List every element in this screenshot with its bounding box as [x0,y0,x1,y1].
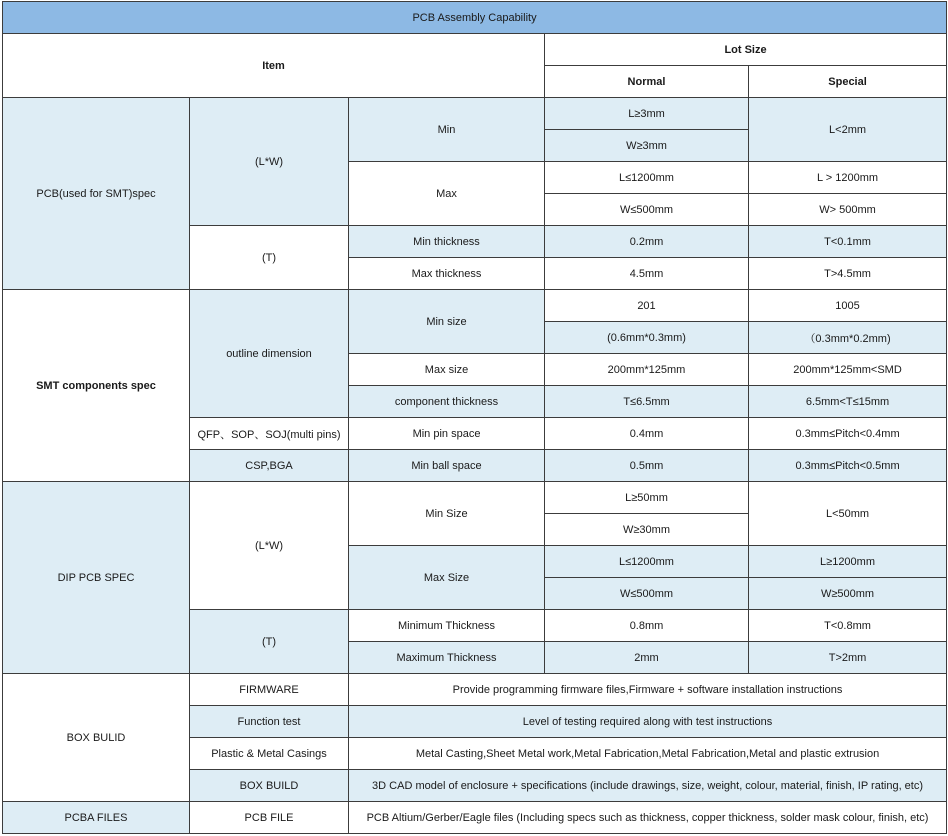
pcb-t-label: (T) [190,226,349,290]
smt-min-size-special-code: 1005 [749,290,947,322]
pcb-min-thickness-special: T<0.1mm [749,226,947,258]
smt-min-size-normal-code: 201 [545,290,749,322]
smt-ball-space-label: Min ball space [349,450,545,482]
pcb-max-w-normal: W≤500mm [545,194,749,226]
smt-component-thickness-normal: T≤6.5mm [545,386,749,418]
smt-outline-label: outline dimension [190,290,349,418]
pcb-min-l-normal: L≥3mm [545,98,749,130]
dip-max-l-normal: L≤1200mm [545,546,749,578]
pcb-file-label: PCB FILE [190,802,349,834]
dip-min-thickness-special: T<0.8mm [749,610,947,642]
smt-component-thickness-special: 6.5mm<T≤15mm [749,386,947,418]
dip-max-thickness-special: T>2mm [749,642,947,674]
dip-max-thickness-label: Maximum Thickness [349,642,545,674]
dip-min-size-label: Min Size [349,482,545,546]
smt-max-size-normal: 200mm*125mm [545,354,749,386]
smt-min-size-label: Min size [349,290,545,354]
pcb-max-label: Max [349,162,545,226]
lot-size-header: Lot Size [545,34,947,66]
casings-label: Plastic & Metal Casings [190,738,349,770]
dip-max-thickness-normal: 2mm [545,642,749,674]
pcb-min-special: L<2mm [749,98,947,162]
function-test-label: Function test [190,706,349,738]
pcb-min-label: Min [349,98,545,162]
casings-description: Metal Casting,Sheet Metal work,Metal Fabrication,Metal Fabrication,Metal and plastic extrusion [349,738,947,770]
pcb-lw-label: (L*W) [190,98,349,226]
smt-pin-space-special: 0.3mm≤Pitch<0.4mm [749,418,947,450]
special-header: Special [749,66,947,98]
smt-ball-space-normal: 0.5mm [545,450,749,482]
smt-max-size-special: 200mm*125mm<SMD [749,354,947,386]
pcb-max-l-normal: L≤1200mm [545,162,749,194]
smt-ball-space-special: 0.3mm≤Pitch<0.5mm [749,450,947,482]
capability-table [2,1,947,834]
pcb-max-thickness-special: T>4.5mm [749,258,947,290]
box-build-section: BOX BULID [3,674,190,802]
pcb-min-thickness-label: Min thickness [349,226,545,258]
smt-max-size-label: Max size [349,354,545,386]
table-title: PCB Assembly Capability [3,2,947,34]
box-build-description: 3D CAD model of enclosure + specifications (include drawings, size, weight, colour, material, finish, IP rating, etc) [349,770,947,802]
pcb-max-thickness-label: Max thickness [349,258,545,290]
dip-spec-section: DIP PCB SPEC [3,482,190,674]
pcb-min-w-normal: W≥3mm [545,130,749,162]
smt-pin-space-normal: 0.4mm [545,418,749,450]
dip-min-l-normal: L≥50mm [545,482,749,514]
dip-max-w-normal: W≤500mm [545,578,749,610]
box-build-label: BOX BUILD [190,770,349,802]
smt-min-size-special-dim: （0.3mm*0.2mm) [749,322,947,354]
pcb-spec-section: PCB(used for SMT)spec [3,98,190,290]
function-test-description: Level of testing required along with test instructions [349,706,947,738]
smt-component-thickness-label: component thickness [349,386,545,418]
pcb-min-thickness-normal: 0.2mm [545,226,749,258]
smt-min-size-normal-dim: (0.6mm*0.3mm) [545,322,749,354]
firmware-label: FIRMWARE [190,674,349,706]
normal-header: Normal [545,66,749,98]
dip-min-special: L<50mm [749,482,947,546]
pcb-file-description: PCB Altium/Gerber/Eagle files (Including specs such as thickness, copper thickness, solder mask colour, finish, etc) [349,802,947,834]
pcb-max-w-special: W> 500mm [749,194,947,226]
dip-min-thickness-label: Minimum Thickness [349,610,545,642]
dip-lw-label: (L*W) [190,482,349,610]
dip-min-w-normal: W≥30mm [545,514,749,546]
smt-csp-bga-label: CSP,BGA [190,450,349,482]
smt-qfp-label: QFP、SOP、SOJ(multi pins) [190,418,349,450]
pcba-files-section: PCBA FILES [3,802,190,834]
smt-spec-section: SMT components spec [3,290,190,482]
pcb-max-thickness-normal: 4.5mm [545,258,749,290]
dip-max-size-label: Max Size [349,546,545,610]
dip-min-thickness-normal: 0.8mm [545,610,749,642]
dip-max-w-special: W≥500mm [749,578,947,610]
item-header: Item [3,34,545,98]
pcb-max-l-special: L > 1200mm [749,162,947,194]
firmware-description: Provide programming firmware files,Firmware + software installation instructions [349,674,947,706]
dip-t-label: (T) [190,610,349,674]
smt-pin-space-label: Min pin space [349,418,545,450]
dip-max-l-special: L≥1200mm [749,546,947,578]
